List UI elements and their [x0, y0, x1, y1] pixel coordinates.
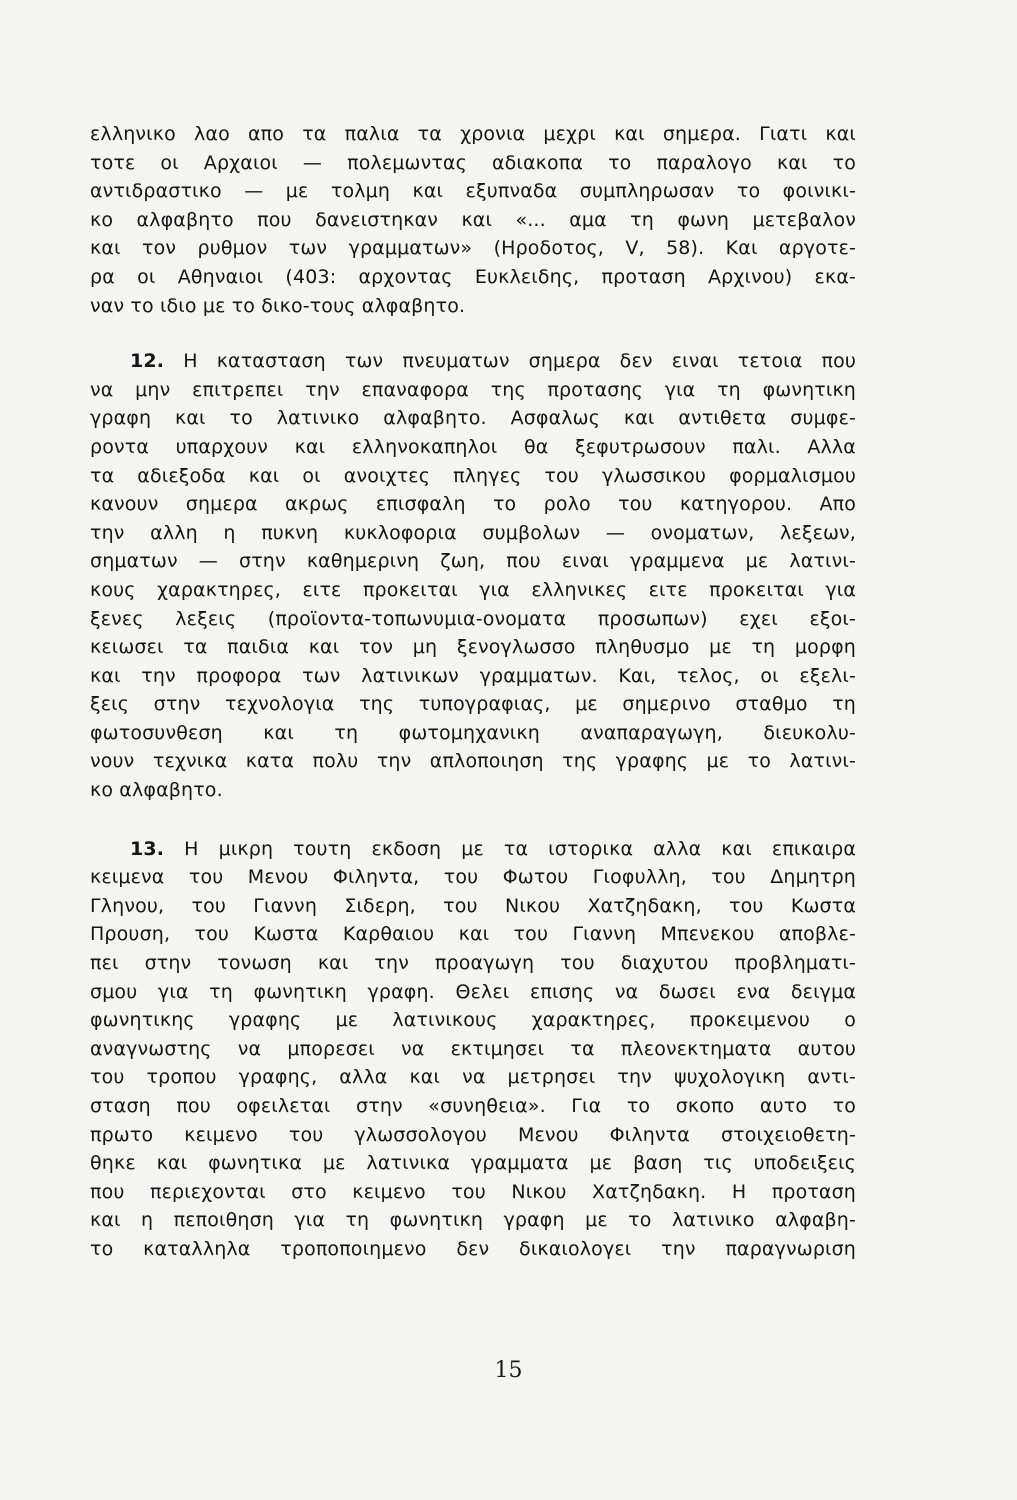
text-line: πρωτο κειμενο του γλωσσολογου Μενου Φιληντα στοιχειοθετη- [90, 1123, 856, 1146]
text-line: να μην επιτρεπει την επαναφορα της προτασης για τη φωνητικη [90, 378, 856, 401]
text-line: ρα οι Αθηναιοι (403: αρχοντας Ευκλειδης, προταση Αρχινου) εκα- [90, 265, 856, 288]
text-line: κους χαρακτηρες, ειτε προκειται για ελληνικες ειτε προκειται για [90, 578, 856, 601]
text-line: ροντα υπαρχουν και ελληνοκαπηλοι θα ξεφυτρωσουν παλι. Αλλα [90, 435, 856, 458]
text-line: του τροπου γραφης, αλλα και να μετρησει την ψυχολογικη αντι- [90, 1066, 856, 1089]
text-line: ελληνικο λαο απο τα παλια τα χρονια μεχρι και σημερα. Γιατι και [90, 123, 856, 145]
text-line: την αλλη η πυκνη κυκλοφορια συμβολων — ονοματων, λεξεων, [90, 521, 856, 544]
text-line: κο αλφαβητο που δανειστηκαν και «... αμα τη φωνη μετεβαλον [90, 208, 856, 231]
text-line: κειμενα του Μενου Φιληντα, του Φωτου Γιοφυλλη, του Δημητρη [90, 866, 856, 889]
text-line: πει στην τονωση και την προαγωγη του διαχυτου προβληματι- [90, 952, 856, 975]
text-line: νουν τεχνικα κατα πολυ την απλοποιηση της γραφης με το λατινι- [90, 750, 856, 773]
text-line: αντιδραστικο — με τολμη και εξυπναδα συμπληρωσαν το φοινικι- [90, 180, 856, 203]
body-text [90, 120, 856, 1264]
text-line: ξεις στην τεχνολογια της τυπογραφιας, με σημερινο σταθμο τη [90, 693, 856, 716]
text-line: και η πεποιθηση για τη φωνητικη γραφη με το λατινικο αλφαβη- [90, 1209, 856, 1232]
text-line: αναγνωστης να μπορεσει να εκτιμησει τα πλεονεκτηματα αυτου [90, 1037, 856, 1060]
text-line: σμου για τη φωνητικη γραφη. Θελει επισης να δωσει ενα δειγμα [90, 980, 856, 1003]
text-line: γραφη και το λατινικο αλφαβητο. Ασφαλως και αντιθετα συμφε- [90, 407, 856, 430]
text-line: και τον ρυθμον των γραμματων» (Ηροδοτος, V, 58). Και αργοτε- [90, 237, 856, 260]
text-line: κο αλφαβητο. [90, 779, 223, 802]
line-text: Η κατασταση των πνευματων σημερα δεν ειναι τετοια που [183, 350, 856, 373]
text-line [90, 835, 856, 864]
text-line: θηκε και φωνητικα με λατινικα γραμματα με βαση τις υποδειξεις [90, 1152, 856, 1175]
text-line: που περιεχονται στο κειμενο του Νικου Χατζηδακη. Η προταση [90, 1180, 856, 1203]
paragraph-11-tail [90, 120, 856, 320]
text-line: ναν το ιδιο με το δικο-τους αλφαβητο. [90, 294, 466, 317]
text-line: το καταλληλα τροποποιημενο δεν δικαιολογει την παραγνωριση [90, 1237, 856, 1260]
text-line: φωνητικης γραφης με λατινικους χαρακτηρες, προκειμενου ο [90, 1009, 856, 1032]
paragraph-number: 13. [130, 837, 165, 860]
text-line: Προυση, του Κωστα Καρθαιου και του Γιαννη Μπενεκου αποβλε- [90, 923, 856, 946]
paragraph-13 [90, 835, 856, 1264]
paragraph-12 [90, 347, 856, 805]
page-number: 15 [494, 1358, 523, 1383]
text-line: σταση που οφειλεται στην «συνηθεια». Για το σκοπο αυτο το [90, 1095, 856, 1117]
text-line: σηματων — στην καθημερινη ζωη, που ειναι γραμμενα με λατινι- [90, 550, 856, 573]
text-line: ξενες λεξεις (προϊοντα-τοπωνυμια-ονοματα προσωπων) εχει εξοι- [90, 607, 856, 630]
text-line: Γληνου, του Γιαννη Σιδερη, του Νικου Χατζηδακη, του Κωστα [90, 894, 856, 917]
text-line: φωτοσυνθεση και τη φωτομηχανικη αναπαραγωγη, διευκολυ- [90, 721, 856, 744]
text-line: τοτε οι Αρχαιοι — πολεμωντας αδιακοπα το παραλογο και το [90, 151, 856, 174]
text-line: κανουν σημερα ακρως επισφαλη το ρολο του κατηγορου. Απο [90, 493, 856, 516]
text-line: κειωσει τα παιδια και τον μη ξενογλωσσο πληθυσμο με τη μορφη [90, 636, 856, 659]
line-text: Η μικρη τουτη εκδοση με τα ιστορικα αλλα και επικαιρα [184, 837, 856, 860]
text-line: και την προφορα των λατινικων γραμματων. Και, τελος, οι εξελι- [90, 664, 856, 687]
paragraph-number: 12. [130, 350, 165, 373]
text-line [90, 347, 856, 376]
text-line: τα αδιεξοδα και οι ανοιχτες πληγες του γλωσσικου φορμαλισμου [90, 464, 856, 487]
